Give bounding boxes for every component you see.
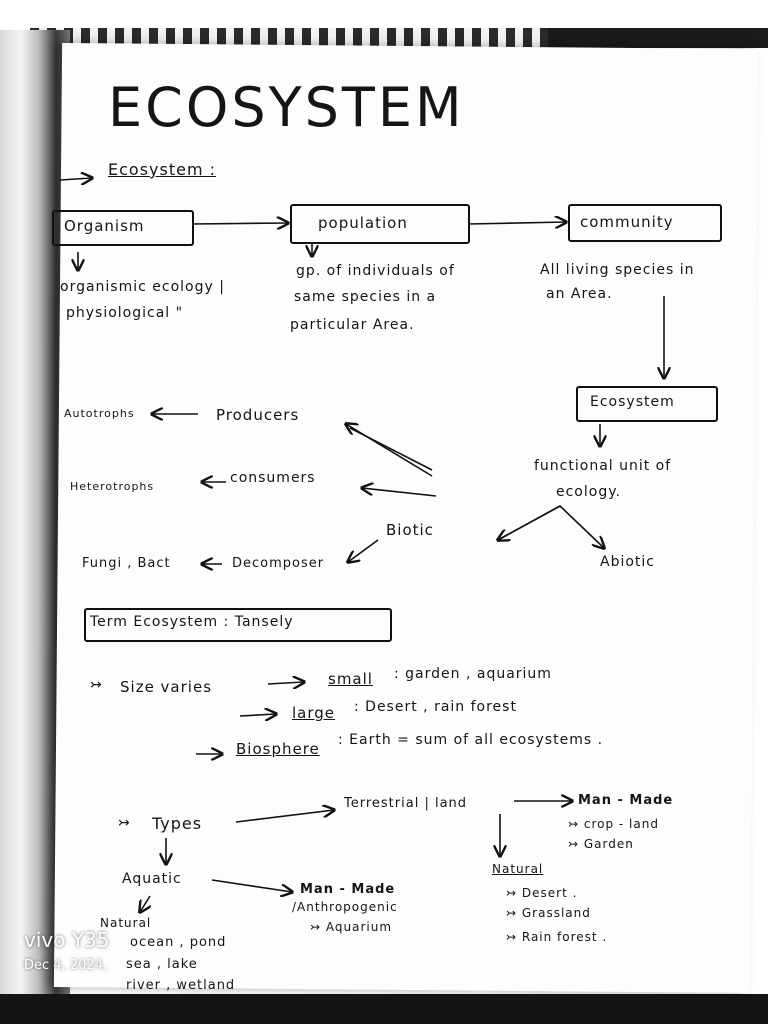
types-arrow-icon: ↣ xyxy=(118,815,131,831)
label-small: small xyxy=(328,670,373,688)
label-biosphere: Biosphere xyxy=(236,740,320,758)
arrow-population-community xyxy=(468,222,566,224)
heading-ecosystem: Ecosystem : xyxy=(108,160,217,179)
note-ecosystem-2: ecology. xyxy=(556,484,621,500)
label-terrestrial-natural: Natural xyxy=(492,862,544,876)
terrestrial-manmade-item-1: ↣ crop - land xyxy=(568,817,659,831)
terrestrial-natural-item-2: ↣ Grassland xyxy=(506,906,591,920)
note-ecosystem-1: functional unit of xyxy=(534,458,672,474)
watermark-date: Dec 4, 2024, xyxy=(24,958,108,973)
terrestrial-manmade-item-1-text: crop - land xyxy=(583,817,659,831)
label-biosphere-examples: : Earth = sum of all ecosystems . xyxy=(338,732,604,748)
arrow-to-consumers xyxy=(362,488,436,496)
aquatic-manmade-item: ↣ Aquarium xyxy=(310,920,393,934)
label-terrestrial-manmade: Man - Made xyxy=(578,793,674,808)
note-organism-2: physiological " xyxy=(66,305,184,321)
label-aquatic-manmade: Man - Made xyxy=(300,882,396,897)
arrow-types-terrestrial xyxy=(236,810,334,822)
label-community: community xyxy=(580,213,674,231)
label-types: Types xyxy=(152,814,203,833)
arrow-to-decomposer xyxy=(348,540,378,562)
label-producers: Producers xyxy=(216,406,300,424)
label-aquatic-anthropogenic: /Anthropogenic xyxy=(292,900,398,914)
arrow-aquatic-natural xyxy=(140,896,150,912)
arrow-organism-population xyxy=(192,223,288,224)
label-terrestrial: Terrestrial | land xyxy=(344,796,468,811)
label-fungi: Fungi , Bact xyxy=(82,556,171,571)
label-autotrophs: Autotrophs xyxy=(64,407,135,420)
terrestrial-natural-item-3-text: Rain forest . xyxy=(521,930,608,944)
label-large-examples: : Desert , rain forest xyxy=(354,699,517,715)
terrestrial-natural-item-1: ↣ Desert . xyxy=(506,886,578,900)
label-large: large xyxy=(292,704,336,722)
arrow-ecosystem-split xyxy=(498,506,604,548)
label-biotic: Biotic xyxy=(386,521,434,539)
label-term: Term Ecosystem : Tansely xyxy=(90,614,294,630)
label-small-examples: : garden , aquarium xyxy=(394,666,552,682)
arrow-size-small xyxy=(268,682,304,684)
size-arrow-icon: ↣ xyxy=(90,677,103,693)
arrow-heading xyxy=(60,178,92,180)
label-ecosystem: Ecosystem xyxy=(590,394,675,410)
terrestrial-natural-item-3: ↣ Rain forest . xyxy=(506,930,608,944)
arrow-aquatic-manmade xyxy=(212,880,292,892)
aquatic-natural-line-1: ocean , pond xyxy=(130,935,227,950)
note-organism-1: organismic ecology | xyxy=(60,279,225,295)
note-population-1: gp. of individuals of xyxy=(296,263,455,279)
note-population-3: particular Area. xyxy=(290,317,415,333)
terrestrial-natural-item-2-text: Grassland xyxy=(521,906,591,920)
arrow-to-producers-2 xyxy=(350,428,432,470)
note-community-1: All living species in xyxy=(540,262,695,278)
label-aquatic: Aquatic xyxy=(122,871,182,887)
label-abiotic: Abiotic xyxy=(600,554,655,570)
aquatic-natural-line-2: sea , lake xyxy=(126,957,198,972)
terrestrial-natural-item-1-text: Desert . xyxy=(521,886,578,900)
note-population-2: same species in a xyxy=(294,289,437,305)
label-population: population xyxy=(318,214,408,232)
page-title: ECOSYSTEM xyxy=(108,76,465,139)
watermark-brand: vivo Y35 xyxy=(24,928,110,952)
label-organism: Organism xyxy=(64,217,145,235)
label-decomposer: Decomposer xyxy=(232,556,325,571)
label-size: Size varies xyxy=(120,678,213,696)
note-community-2: an Area. xyxy=(546,286,613,302)
terrestrial-manmade-item-2-text: Garden xyxy=(583,837,634,851)
label-heterotrophs: Heterotrophs xyxy=(70,480,155,493)
label-aquatic-natural: Natural xyxy=(100,916,152,930)
arrow-split-biotic xyxy=(498,506,560,540)
terrestrial-manmade-item-2: ↣ Garden xyxy=(568,837,634,851)
label-consumers: consumers xyxy=(230,470,316,486)
aquatic-manmade-item-text: Aquarium xyxy=(325,920,393,934)
aquatic-natural-line-3: river , wetland xyxy=(126,978,236,993)
arrow-size-large xyxy=(240,714,276,716)
